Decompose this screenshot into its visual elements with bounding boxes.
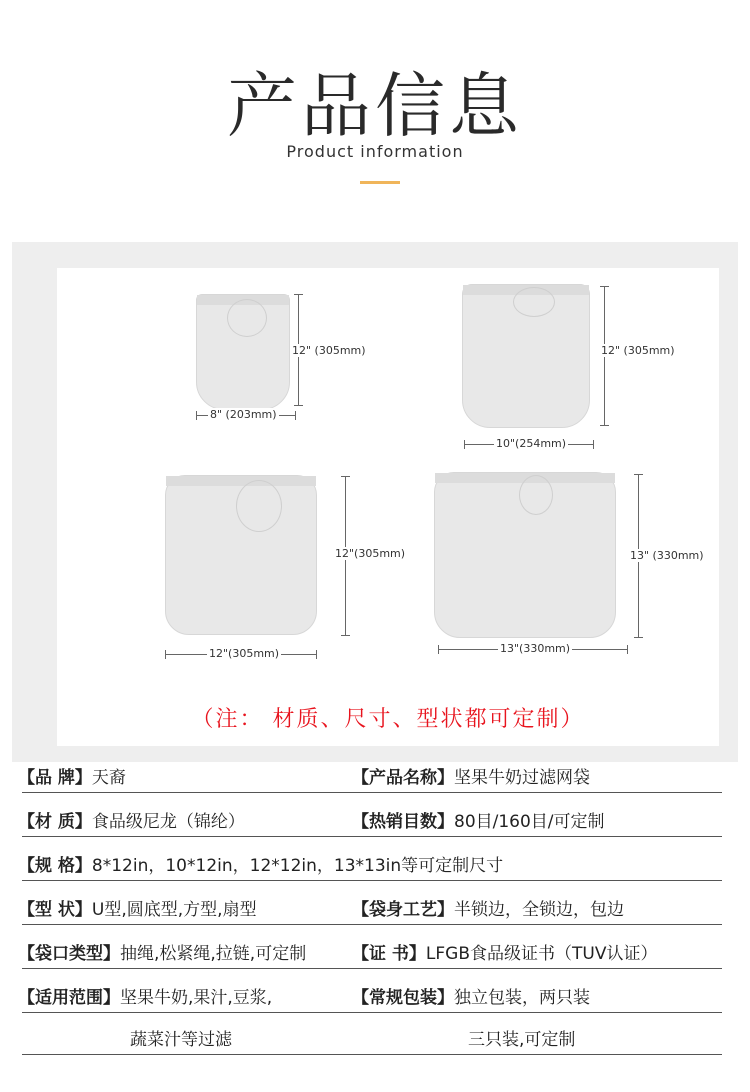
spec-key: 【证 书】 [352,944,426,964]
bag-8x12-width-label: 8" (203mm) [210,408,277,421]
spec-value: 抽绳,松紧绳,拉链,可定制 [120,944,307,964]
spec-value: 80目/160目/可定制 [454,812,605,832]
spec-value: 三只装,可定制 [468,1030,576,1050]
spec-key: 【规 格】 [18,856,92,876]
bag-10x12-width-label: 10"(254mm) [496,437,567,450]
spec-value: 食品级尼龙（锦纶） [91,812,245,832]
spec-value: 坚果牛奶,果汁,豆浆, [120,988,273,1008]
spec-value: 半锁边，全锁边，包边 [454,900,624,920]
spec-row-usage [18,983,722,1013]
spec-key: 【袋身工艺】 [352,900,454,920]
spec-key: 【产品名称】 [352,768,454,788]
section-title: 产品信息 [227,65,523,147]
spec-key: 【型 状】 [18,900,92,920]
spec-row-opening [18,939,722,969]
bag-13x13-height-label: 13" (330mm) [630,549,704,562]
spec-key: 【适用范围】 [18,988,120,1008]
spec-row-shape [18,895,722,925]
spec-key: 【常规包装】 [352,988,454,1008]
spec-key: 【品 牌】 [18,768,92,788]
accent-divider [360,181,400,184]
spec-value: 独立包装，两只装 [454,988,590,1008]
bag-12x12-height-label: 12"(305mm) [335,547,406,560]
bag-13x13-image [434,472,616,638]
spec-row-size [18,851,722,881]
spec-row-material [18,807,722,837]
bag-10x12-image [462,284,590,428]
spec-row-brand [18,763,722,793]
spec-value: LFGB食品级证书（TUV认证） [425,944,658,964]
spec-value: U型,圆底型,方型,扇型 [91,900,257,920]
spec-key: 【材 质】 [18,812,92,832]
bag-8x12-image [196,294,290,410]
spec-row-usage-cont [22,1025,722,1055]
size-diagram-panel [57,268,719,746]
spec-key: 【袋口类型】 [18,944,120,964]
customization-note: （注： 材质、尺寸、型状都可定制） [191,707,585,732]
spec-value: 坚果牛奶过滤网袋 [454,768,590,788]
spec-key: 【热销目数】 [352,812,454,832]
spec-value: 天裔 [91,768,126,788]
section-header [0,0,750,240]
bag-12x12-image [165,475,317,635]
spec-value: 8*12in，10*12in，12*12in，13*13in等可定制尺寸 [91,856,504,876]
bag-8x12-height-label: 12" (305mm) [292,344,366,357]
section-subtitle: Product information [286,142,464,161]
bag-10x12-height-label: 12" (305mm) [601,344,675,357]
spec-value: 蔬菜汁等过滤 [130,1030,232,1050]
bag-12x12-width-label: 12"(305mm) [209,647,280,660]
bag-13x13-width-label: 13"(330mm) [500,642,571,655]
